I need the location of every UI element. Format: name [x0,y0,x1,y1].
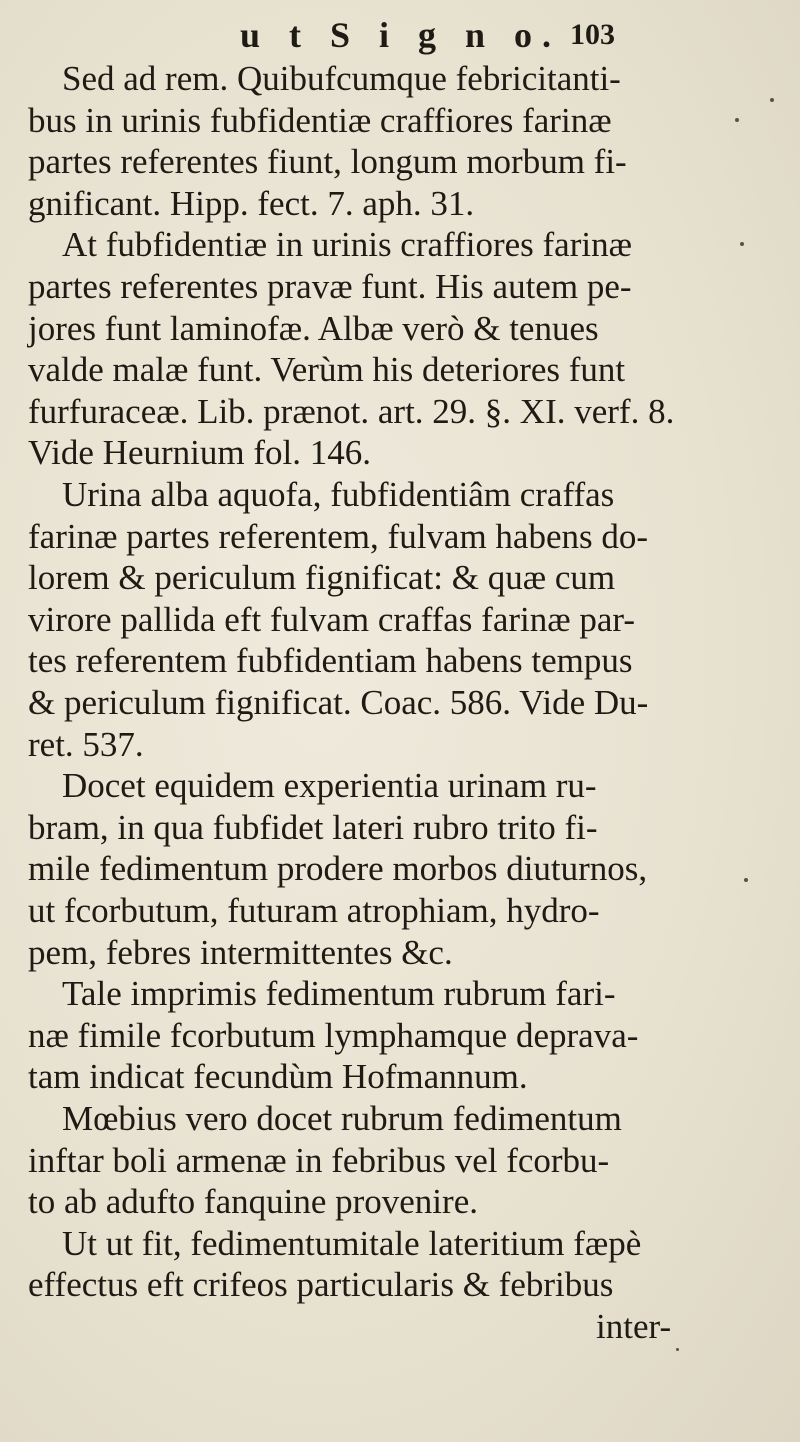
ink-speck [735,118,739,122]
text-line: & periculum fignificat. Coac. 586. Vide Du- [28,683,649,722]
text-line: Mœbius vero docet rubrum fedimentum [62,1099,622,1138]
text-line: gnificant. Hipp. fect. 7. aph. 31. [28,184,475,223]
catchword: inter- [596,1307,672,1346]
running-title: u t S i g n o. [240,15,562,55]
text-line: ret. 537. [28,725,144,764]
text-line: mile fedimentum prodere morbos diuturnos, [28,849,648,888]
text-line: Urina alba aquofa, fubfidentiâm craffas [62,475,615,514]
text-line: Sed ad rem. Quibufcumque febricitanti- [62,59,621,98]
text-line: pem, febres intermittentes &c. [28,933,453,972]
ink-speck [676,1348,679,1351]
text-line: tes referentem fubfidentiam habens tempus [28,641,633,680]
text-line: effectus eft crifeos particularis & febribus [28,1265,614,1304]
text-line: Ut ut fit, fedimentumitale lateritium fæpè [62,1224,642,1263]
page-number: 103 [570,18,615,51]
text-line: At fubfidentiæ in urinis craffiores farinæ [62,225,632,264]
running-header [240,14,660,58]
text-line: farinæ partes referentem, fulvam habens do- [28,517,649,556]
ink-speck [740,242,744,246]
text-line: jores funt laminofæ. Albæ verò & tenues [28,309,599,348]
ink-speck [744,878,748,882]
text-line: bus in urinis fubfidentiæ craffiores farinæ [28,101,612,140]
text-line: partes referentes fiunt, longum morbum fi- [28,142,627,181]
text-line: Docet equidem experientia urinam ru- [62,766,597,805]
text-line: valde malæ funt. Verùm his deteriores funt [28,350,626,389]
text-line: inftar boli armenæ in febribus vel fcorbu- [28,1141,610,1180]
text-line: lorem & periculum fignificat: & quæ cum [28,558,616,597]
text-line: tam indicat fecundùm Hofmannum. [28,1057,528,1096]
text-line: furfuraceæ. Lib. prænot. art. 29. §. XI. verf. 8. [28,392,675,431]
text-line: bram, in qua fubfidet lateri rubro trito fi- [28,808,598,847]
ink-speck [770,98,774,102]
text-line: to ab adufto fanquine provenire. [28,1182,478,1221]
text-line: ut fcorbutum, futuram atrophiam, hydro- [28,891,600,930]
text-line: virore pallida eft fulvam craffas farinæ par- [28,600,635,639]
text-line: Vide Heurnium fol. 146. [28,433,371,472]
text-line: Tale imprimis fedimentum rubrum fari- [62,974,616,1013]
text-line: næ fimile fcorbutum lymphamque deprava- [28,1016,639,1055]
text-line: partes referentes pravæ funt. His autem pe- [28,267,632,306]
